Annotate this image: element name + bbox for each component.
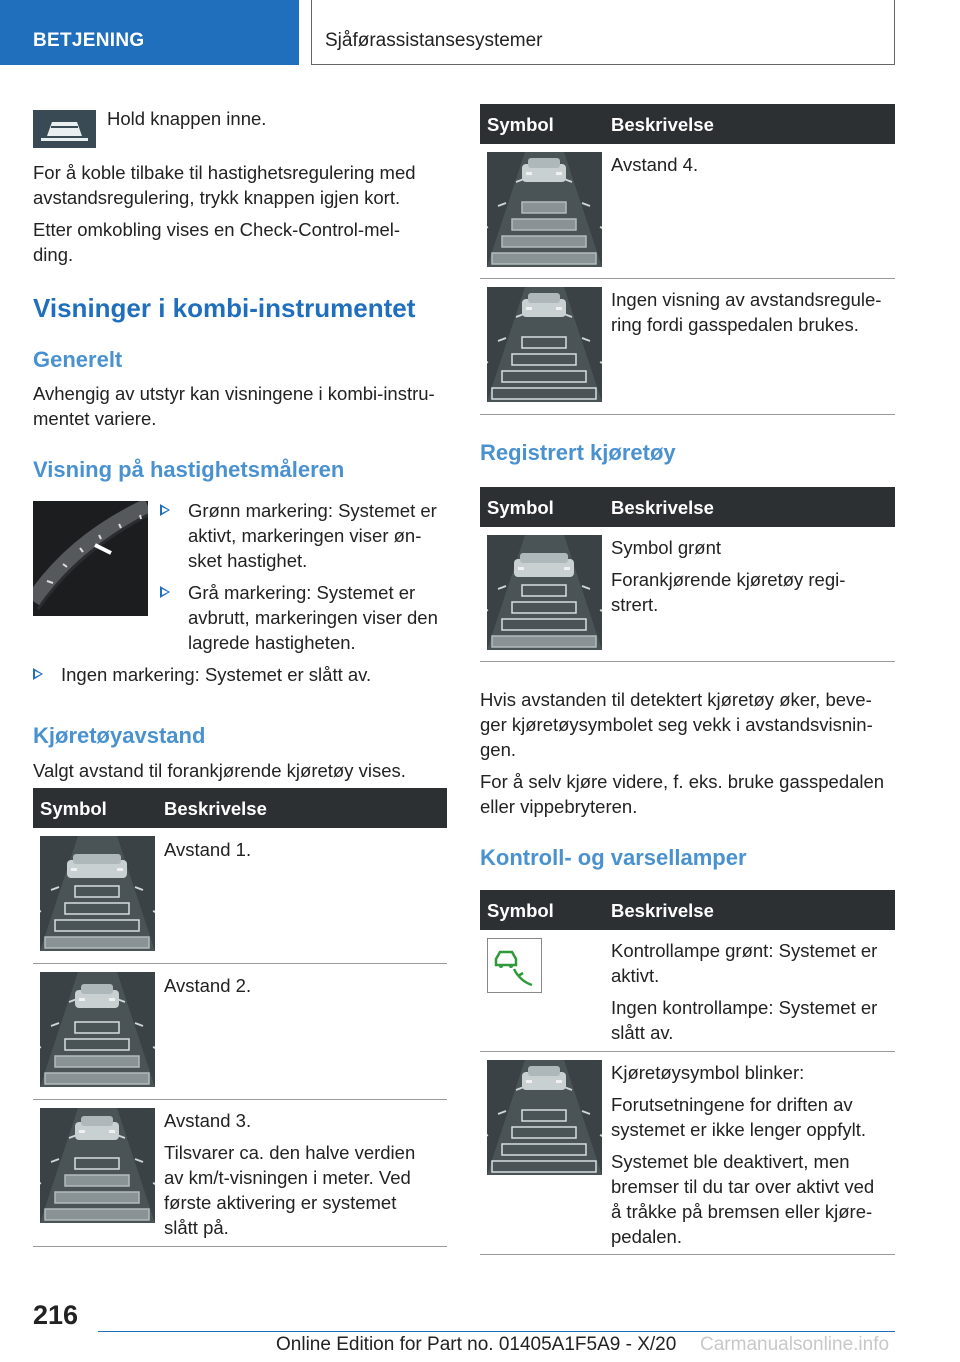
heading-registrert: Registrert kjøretøy [480, 440, 676, 465]
column-header-description: Beskrivelse [611, 900, 714, 921]
paragraph-distance-increase [480, 687, 873, 762]
text-line: For å koble tilbake til hastighetsregulering med [33, 162, 416, 183]
text-line: mentet variere. [33, 408, 157, 429]
text-line: pedalen. [611, 1226, 682, 1247]
text-line: Forankjørende kjøretøy regi- [611, 569, 846, 590]
text-line: Ingen visning av avstandsregule- [611, 289, 882, 310]
page-number: 216 [33, 1300, 79, 1330]
row-description [611, 535, 845, 617]
text-line: Forutsetningene for driften av [611, 1094, 853, 1115]
text-line: av km/t-visningen i meter. Ved [164, 1167, 411, 1188]
text-line: For å selv kjøre videre, f. eks. bruke gasspedalen [480, 771, 885, 792]
text-line: ring fordi gasspedalen brukes. [611, 314, 859, 335]
text-line: Tilsvarer ca. den halve verdien [164, 1142, 416, 1163]
indicator-lamp-icon [487, 938, 542, 993]
text-line: avbrutt, markeringen viser den [188, 607, 438, 628]
distance-1-image [40, 836, 155, 951]
section-title: BETJENING [33, 30, 145, 51]
text-line: Avstand 4. [611, 154, 699, 175]
footer-divider [98, 1331, 895, 1332]
table-row [33, 1100, 447, 1247]
row-description [611, 152, 698, 177]
text-line: bremser til du tar over aktivt ved [611, 1176, 875, 1197]
text-line: Avhengig av utstyr kan visningene i kombi-instru- [33, 383, 435, 404]
vehicle-green-image [487, 535, 602, 650]
vehicle-blinking-image [487, 1060, 602, 1175]
chapter-tab [311, 0, 895, 65]
distance-table [33, 788, 447, 1247]
section-tab [0, 0, 299, 65]
row-description [611, 287, 881, 337]
chapter-title: Sjåførassistansesystemer [325, 30, 543, 51]
text-line: slått av. [611, 1022, 674, 1043]
text-line: aktivt, markeringen viser øn- [188, 525, 422, 546]
text-line: Avstand 2. [164, 975, 252, 996]
paragraph-reconnect [33, 160, 416, 210]
table-row [480, 144, 895, 279]
table-header [480, 104, 895, 144]
text-line: ger kjøretøysymbolet seg vekk i avstandsvisnin- [480, 714, 873, 735]
heading-kjoretoyavstand: Kjøretøyavstand [33, 723, 206, 748]
paragraph-kjoretoyavstand: Valgt avstand til forankjørende kjøretøy vises. [33, 760, 406, 781]
text-line: aktivt. [611, 965, 660, 986]
row-description [164, 1108, 415, 1240]
button-icon [33, 110, 96, 148]
edition-text: Online Edition for Part no. 01405A1F5A9 - X/20 [276, 1334, 677, 1355]
table-header [480, 890, 895, 930]
text-line: Avstand 1. [164, 839, 252, 860]
column-header-symbol: Symbol [487, 114, 554, 135]
distance-3-image [40, 1108, 155, 1223]
paragraph-generelt [33, 381, 435, 431]
column-header-description: Beskrivelse [164, 798, 267, 819]
column-header-description: Beskrivelse [611, 497, 714, 518]
hold-text: Hold knappen inne. [107, 108, 267, 129]
text-line: systemet er ikke lenger oppfylt. [611, 1119, 866, 1140]
bullet-no-marking [33, 662, 447, 687]
text-line: Symbol grønt [611, 537, 722, 558]
column-header-symbol: Symbol [487, 497, 554, 518]
distance-table-continued [480, 104, 895, 415]
table-row [480, 1052, 895, 1255]
text-line: Ingen markering: Systemet er slått av. [61, 664, 372, 685]
text-line: å tråkke på bremsen eller kjøre- [611, 1201, 873, 1222]
text-line: Kontrollampe grønt: Systemet er [611, 940, 878, 961]
table-row [33, 964, 447, 1100]
text-line: strert. [611, 594, 659, 615]
text-line: Avstand 3. [164, 1110, 252, 1131]
row-description [611, 938, 877, 1045]
heading-visninger: Visninger i kombi-instrumentet [33, 293, 416, 323]
distance-4-image [487, 152, 602, 267]
triangle-bullet-icon [33, 668, 43, 680]
heading-generelt: Generelt [33, 347, 123, 372]
text-line: gen. [480, 739, 517, 760]
table-row [33, 828, 447, 964]
paragraph-drive-on [480, 769, 884, 819]
no-distance-image [487, 287, 602, 402]
table-header [33, 788, 447, 828]
text-line: sket hastighet. [188, 550, 308, 571]
text-line: slått på. [164, 1217, 229, 1238]
text-line: første aktivering er systemet [164, 1192, 397, 1213]
bullet-grey-marking [160, 580, 450, 655]
text-line: Ingen kontrollampe: Systemet er [611, 997, 878, 1018]
speedometer-image [33, 501, 148, 616]
column-header-symbol: Symbol [487, 900, 554, 921]
paragraph-check-control [33, 217, 400, 267]
distance-2-image [40, 972, 155, 1087]
text-line: eller vippebryteren. [480, 796, 638, 817]
heading-visning-hastighet: Visning på hastighetsmåleren [33, 457, 345, 482]
table-row [480, 930, 895, 1052]
row-description [611, 1060, 874, 1249]
row-description [164, 973, 251, 998]
registered-vehicle-table [480, 487, 895, 662]
indicator-lamps-table [480, 890, 895, 1255]
bullet-green-marking [160, 498, 450, 573]
text-line: Hvis avstanden til detektert kjøretøy øker, beve- [480, 689, 872, 710]
table-header [480, 487, 895, 527]
text-line: Systemet ble deaktivert, men [611, 1151, 850, 1172]
text-line: Etter omkobling vises en Check-Control-mel- [33, 219, 401, 240]
heading-kontroll: Kontroll- og varsellamper [480, 845, 747, 870]
column-header-symbol: Symbol [40, 798, 107, 819]
text-line: Grønn markering: Systemet er [188, 500, 437, 521]
text-line: lagrede hastigheten. [188, 632, 356, 653]
triangle-bullet-icon [160, 586, 170, 598]
text-line: ding. [33, 244, 74, 265]
text-line: Grå markering: Systemet er [188, 582, 416, 603]
text-line: Kjøretøysymbol blinker: [611, 1062, 805, 1083]
watermark: Carmanualsonline.info [700, 1334, 890, 1355]
row-description [164, 837, 251, 862]
table-row [480, 527, 895, 662]
triangle-bullet-icon [160, 504, 170, 516]
table-row [480, 279, 895, 415]
column-header-description: Beskrivelse [611, 114, 714, 135]
text-line: avstandsregulering, trykk knappen igjen kort. [33, 187, 401, 208]
